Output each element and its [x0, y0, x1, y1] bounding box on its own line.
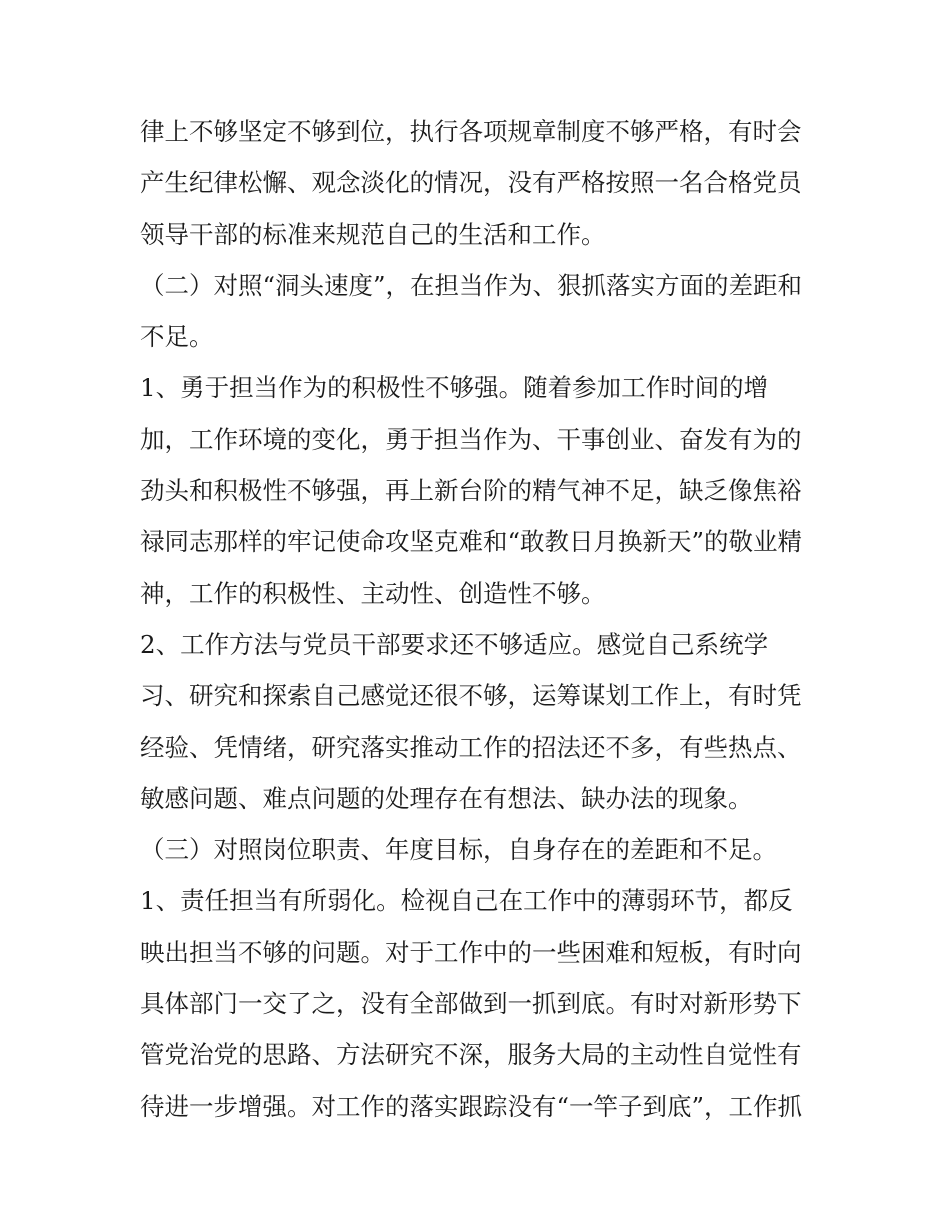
- section-heading: 不足。: [140, 322, 214, 352]
- text-line: 神，工作的积极性、主动性、创造性不够。: [140, 578, 606, 608]
- text-line: 习、研究和探索自己感觉还很不够，运筹谋划工作上，有时凭: [140, 681, 802, 711]
- body-text: [140, 106, 820, 1132]
- text-line: 2、工作方法与党员干部要求还不够适应。感觉自己系统学: [140, 629, 769, 659]
- text-line: 律上不够坚定不够到位，执行各项规章制度不够严格，有时会: [140, 117, 802, 146]
- text-line: 1、勇于担当作为的积极性不够强。随着参加工作时间的增: [140, 373, 769, 403]
- text-line: 劲头和积极性不够强，再上新台阶的精气神不足，缺乏像焦裕: [140, 476, 802, 506]
- text-line: 具体部门一交了之，没有全部做到一抓到底。有时对新形势下: [140, 989, 802, 1019]
- text-line: 经验、凭情绪，研究落实推动工作的招法还不多，有些热点、: [140, 732, 802, 762]
- text-line: 领导干部的标准来规范自己的生活和工作。: [140, 219, 606, 249]
- text-line: 1、责任担当有所弱化。检视自己在工作中的薄弱环节，都反: [140, 886, 793, 916]
- text-line: 映出担当不够的问题。对于工作中的一些困难和短板，有时向: [140, 937, 802, 967]
- text-line: 待进一步增强。对工作的落实跟踪没有“一竿子到底”，工作抓: [140, 1091, 803, 1121]
- text-line: 加，工作环境的变化，勇于担当作为、干事创业、奋发有为的: [140, 424, 802, 454]
- text-line: 禄同志那样的牢记使命攻坚克难和“敢教日月换新天”的敬业精: [140, 527, 803, 557]
- text-line: 产生纪律松懈、观念淡化的情况，没有严格按照一名合格党员: [140, 168, 802, 198]
- text-line: 敏感问题、难点问题的处理存在有想法、缺办法的现象。: [140, 783, 753, 813]
- section-heading: （三）对照岗位职责、年度目标，自身存在的差距和不足。: [140, 835, 777, 865]
- section-heading: （二）对照“洞头速度”，在担当作为、狠抓落实方面的差距和: [140, 270, 803, 300]
- text-line: 管党治党的思路、方法研究不深，服务大局的主动性自觉性有: [140, 1040, 802, 1070]
